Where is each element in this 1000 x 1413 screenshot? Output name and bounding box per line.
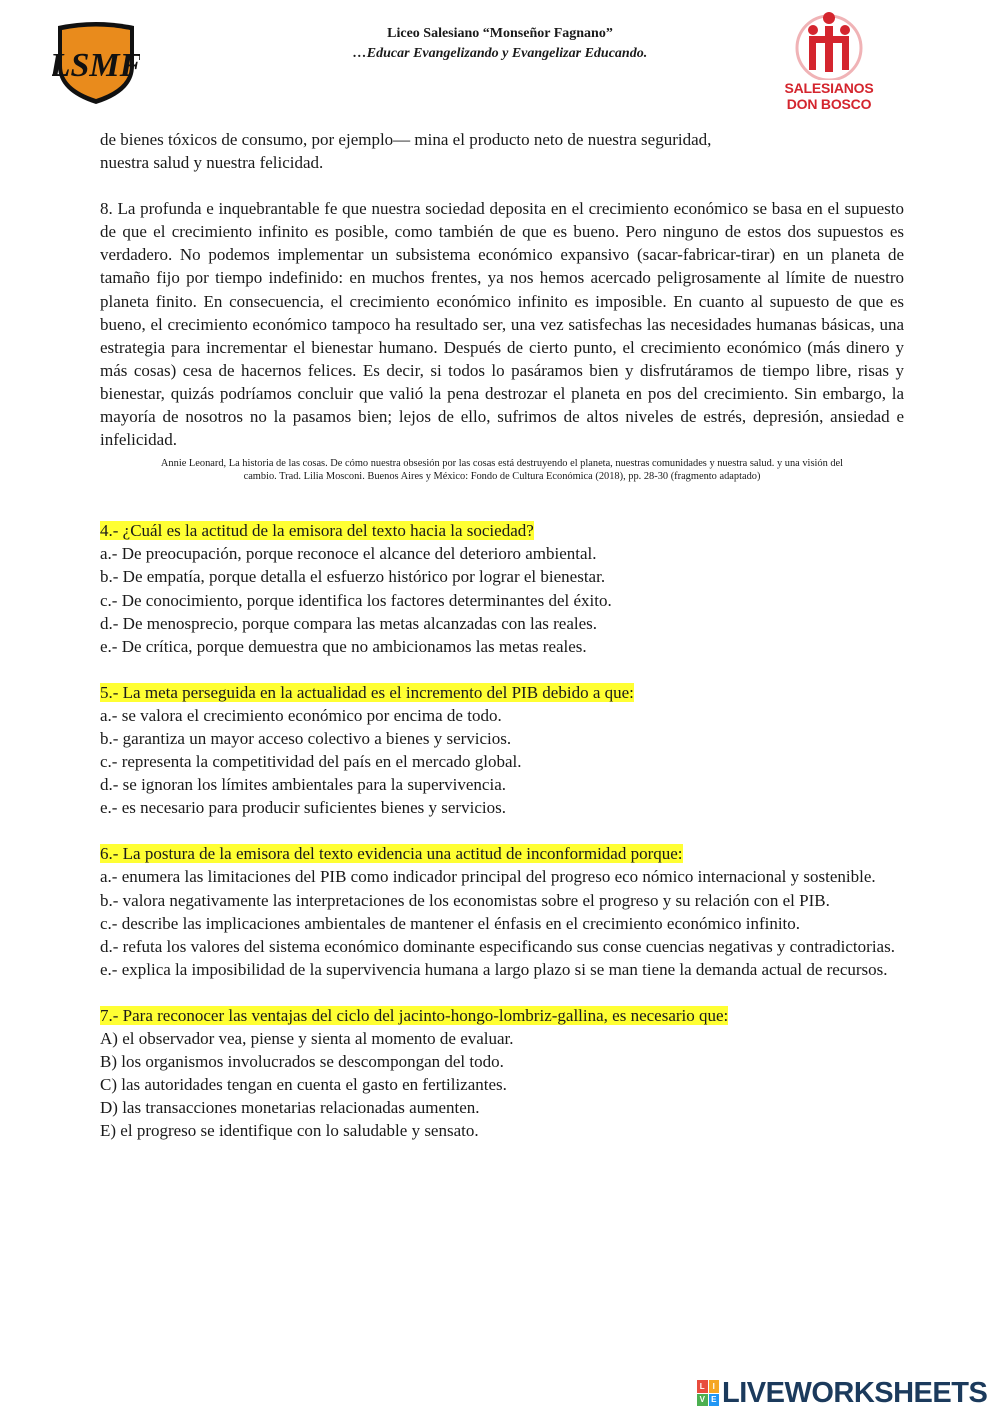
watermark-text: LIVEWORKSHEETS — [722, 1376, 988, 1409]
source-citation: Annie Leonard, La historia de las cosas. De cómo nuestra obsesión por las cosas está destruyendo el planeta, nuestras comunidades y nuestra salud. y una visión del cambio. Trad. Lilia Mosconi. Buenos Aires y México: Fondo de Cultura Económica (2018), pp. 28-30 (fragmento adaptado) — [160, 458, 844, 483]
question-4-option-e[interactable]: e.- De crítica, porque demuestra que no ambicionamos las metas reales. — [100, 636, 587, 656]
question-4-option-d[interactable]: d.- De menosprecio, porque compara las metas alcanzadas con las reales. — [100, 613, 598, 633]
question-5-option-c[interactable]: c.- representa la competitividad del país en el mercado global. — [100, 752, 522, 772]
question-6-option-a[interactable]: a.- enumera las limitaciones del PIB como indicador principal del progreso eco nómico internacional y sostenible. — [100, 867, 876, 887]
question-6-option-d[interactable]: d.- refuta los valores del sistema económico dominante especificando sus conse cuencias negativas y contradictorias. — [100, 936, 895, 956]
question-4-option-b[interactable]: b.- De empatía, porque detalla el esfuerzo histórico por lograr el bienestar. — [100, 567, 606, 587]
question-7-option-e[interactable]: E) el progreso se identifique con lo saludable y sensato. — [100, 1121, 479, 1141]
paragraph-8: 8. La profunda e inquebrantable fe que nuestra sociedad deposita en el crecimiento económico se basa en el supuesto de que el crecimiento infinito es posible, como también de que es bueno. Pero ninguno de estos dos supuestos es verdadero. No podemos implementar un subsistema económico expansivo (sacar-fabricar-tirar) en un planeta de tamaño fijo por tiempo indefinido: en muchos frentes, ya nos hemos acercado peligrosamente al límite de nuestro planeta finito. En consecuencia, el crecimiento económico infinito es imposible. En cuanto al supuesto de que es bueno, el crecimiento económico tampoco ha resultado ser, una vez satisfechas las necesidades humanas básicas, una estrategia para incrementar el bienestar humano. Después de cierto punto, el crecimiento económico (más dinero y más cosas) cesa de hacernos felices. Es decir, si todos lo pasáramos bien y disfrutáramos de tiempo libre, risas y bienestar, quizás podríamos concluir que valió la pena destrozar el planeta en pos del crecimiento. Sin embargo, la mayoría de nosotros no la pasamos bien; lejos de ello, sufrimos de altos niveles de estrés, depresión, ansiedad e infelicidad. — [100, 199, 904, 450]
school-name: Liceo Salesiano “Monseñor Fagnano” — [387, 26, 613, 41]
question-7-option-b[interactable]: B) los organismos involucrados se descompongan del todo. — [100, 1052, 504, 1072]
liveworksheets-watermark — [697, 1378, 987, 1408]
question-5-option-b[interactable]: b.- garantiza un mayor acceso colectivo a bienes y servicios. — [100, 728, 512, 748]
question-7-option-a[interactable]: A) el observador vea, piense y sienta al momento de evaluar. — [100, 1029, 514, 1048]
question-5 — [100, 681, 904, 820]
document-body — [100, 128, 904, 1142]
question-4-prompt: 4.- ¿Cuál es la actitud de la emisora del texto hacia la sociedad? — [100, 521, 534, 541]
question-6-prompt: 6.- La postura de la emisora del texto evidencia una actitud de inconformidad porque: — [100, 844, 683, 864]
question-5-option-d[interactable]: d.- se ignoran los límites ambientales para la supervivencia. — [100, 775, 506, 795]
salesianos-emblem-icon — [775, 8, 883, 80]
question-4 — [100, 519, 904, 658]
salesianos-logo — [775, 8, 883, 118]
question-6-option-e[interactable]: e.- explica la imposibilidad de la supervivencia humana a largo plazo si se man tiene la demanda actual de recursos. — [100, 959, 888, 979]
liveworksheets-logo-icon: L I V E — [697, 1380, 719, 1406]
question-6-option-b[interactable]: b.- valora negativamente las interpretaciones de los economistas sobre el progreso y su relación con el PIB. — [100, 890, 830, 910]
question-7 — [100, 1004, 904, 1143]
question-4-option-c[interactable]: c.- De conocimiento, porque identifica los factores determinantes del éxito. — [100, 590, 612, 610]
continued-paragraph: de bienes tóxicos de consumo, por ejemplo— mina el producto neto de nuestra seguridad, nuestra salud y nuestra felicidad. — [100, 130, 712, 173]
question-5-option-e[interactable]: e.- es necesario para producir suficientes bienes y servicios. — [100, 798, 506, 818]
question-7-option-d[interactable]: D) las transacciones monetarias relacionadas aumenten. — [100, 1098, 480, 1118]
question-4-option-a[interactable]: a.- De preocupación, porque reconoce el alcance del deterioro ambiental. — [100, 544, 597, 564]
question-7-prompt: 7.- Para reconocer las ventajas del ciclo del jacinto-hongo-lombriz-gallina, es necesario que: — [100, 1005, 729, 1025]
svg-text:LSMF: LSMF — [52, 47, 140, 84]
question-5-prompt: 5.- La meta perseguida en la actualidad es el incremento del PIB debido a que: — [100, 682, 634, 702]
salesianos-logo-text: SALESIANOS DON BOSCO — [784, 80, 874, 112]
school-motto: …Educar Evangelizando y Evangelizar Educando. — [352, 46, 648, 61]
question-6-option-c[interactable]: c.- describe las implicaciones ambientales de mantener el énfasis en el crecimiento económico infinito. — [100, 913, 801, 933]
question-7-option-c[interactable]: C) las autoridades tengan en cuenta el gasto en fertilizantes. — [100, 1075, 507, 1095]
question-6 — [100, 842, 904, 981]
question-5-option-a[interactable]: a.- se valora el crecimiento económico por encima de todo. — [100, 705, 502, 725]
